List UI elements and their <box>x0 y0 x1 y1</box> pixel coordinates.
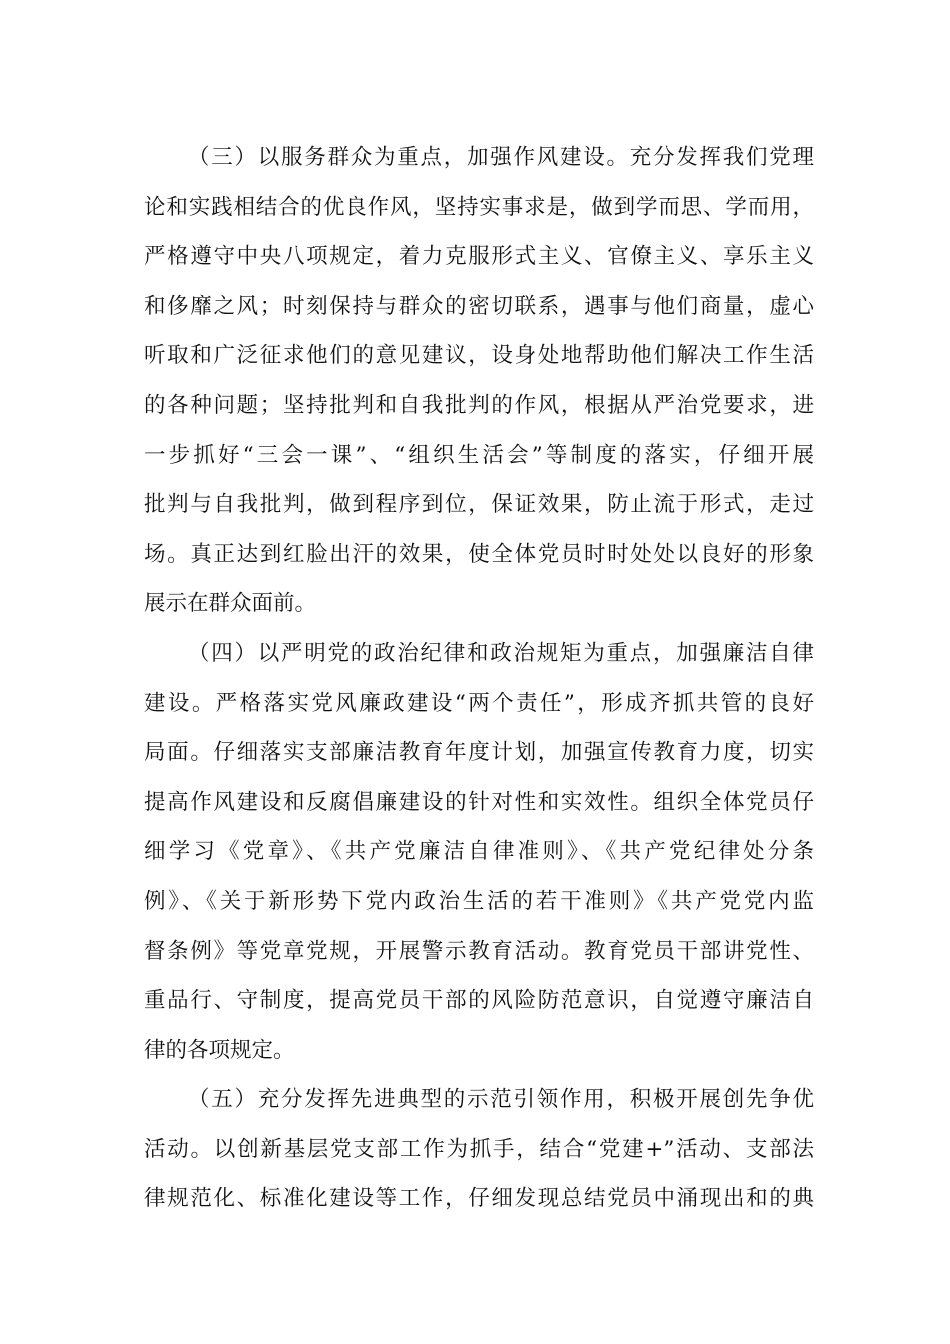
text-line: 展示在群众面前。 <box>144 591 317 617</box>
text-line: 局面。仔细落实支部廉洁教育年度计划，加强宣传教育力度，切实 <box>144 740 814 766</box>
text-line: （五）充分发挥先进典型的示范引领作用，积极开展创先争优 <box>188 1087 814 1113</box>
text-line: 督条例》等党章党规，开展警示教育活动。教育党员干部讲党性、 <box>144 938 814 964</box>
text-line: 严格遵守中央八项规定，着力克服形式主义、官僚主义、享乐主义 <box>144 244 814 270</box>
paragraph-section-4 <box>144 629 814 1075</box>
document-body <box>144 133 814 1224</box>
text-line: 提高作风建设和反腐倡廉建设的针对性和实效性。组织全体党员仔 <box>144 789 814 815</box>
text-line: （三）以服务群众为重点，加强作风建设。充分发挥我们党理 <box>188 145 814 170</box>
text-line: 重品行、守制度，提高党员干部的风险防范意识，自觉遵守廉洁自 <box>144 988 814 1014</box>
paragraph-section-5 <box>144 1075 814 1224</box>
text-line: 论和实践相结合的优良作风，坚持实事求是，做到学而思、学而用， <box>144 194 814 220</box>
text-line: 听取和广泛征求他们的意见建议，设身处地帮助他们解决工作生活 <box>144 343 814 369</box>
text-line: 建设。严格落实党风廉政建设“两个责任”，形成齐抓共管的良好 <box>144 690 814 716</box>
text-line: 和侈靡之风；时刻保持与群众的密切联系，遇事与他们商量，虚心 <box>144 293 814 319</box>
text-line: 的各种问题；坚持批判和自我批判的作风，根据从严治党要求，进 <box>144 392 814 418</box>
text-line: 细学习《党章》、《共产党廉洁自律准则》、《共产党纪律处分条 <box>144 839 814 865</box>
text-line: 批判与自我批判，做到程序到位，保证效果，防止流于形式，走过 <box>144 492 814 518</box>
text-line: 一步抓好“三会一课”、“组织生活会”等制度的落实，仔细开展 <box>144 442 814 468</box>
text-line: 例》、《关于新形势下党内政治生活的若干准则》《共产党党内监 <box>144 888 814 914</box>
text-line: 场。真正达到红脸出汗的效果，使全体党员时时处处以良好的形象 <box>144 541 814 567</box>
text-line: （四）以严明党的政治纪律和政治规矩为重点，加强廉洁自律 <box>188 640 814 666</box>
paragraph-section-3 <box>144 133 814 629</box>
text-line: 活动。以创新基层党支部工作为抓手，结合“党建+”活动、支部法 <box>144 1136 814 1162</box>
text-line: 律的各项规定。 <box>144 1037 295 1063</box>
text-line: 律规范化、标准化建设等工作，仔细发现总结党员中涌现出和的典 <box>144 1186 814 1212</box>
